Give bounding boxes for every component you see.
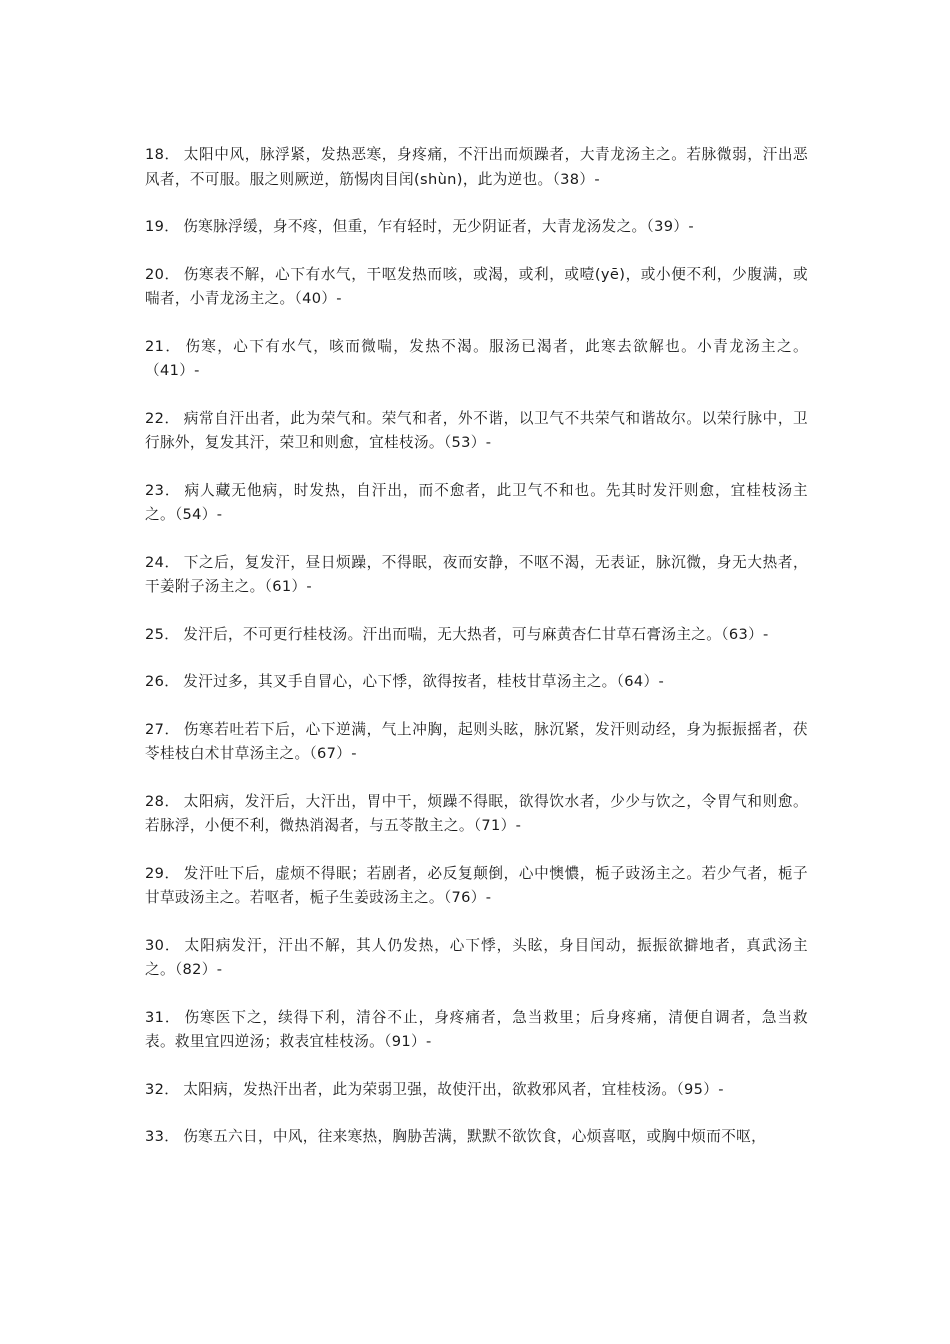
paragraph-text: 发汗过多，其叉手自冒心，心下悸，欲得按者，桂枝甘草汤主之。（64）- — [183, 673, 665, 690]
paragraph-19 — [145, 215, 808, 240]
paragraph-number: 31． — [145, 1008, 181, 1026]
paragraph-number: 21． — [145, 337, 182, 355]
paragraph-23 — [145, 479, 808, 528]
paragraph-text: 病人藏无他病，时发热，自汗出，而不愈者，此卫气不和也。先其时发汗则愈，宜桂枝汤主之。（54）- — [145, 481, 808, 523]
paragraph-text: 伤寒若吐若下后，心下逆满，气上冲胸，起则头眩，脉沉紧，发汗则动经，身为振振摇者，茯苓桂枝白术甘草汤主之。（67）- — [145, 720, 808, 762]
document-page — [145, 143, 808, 1173]
paragraph-text: 伤寒医下之，续得下利，清谷不止，身疼痛者，急当救里；后身疼痛，清便自调者，急当救表。救里宜四逆汤；救表宜桂枝汤。（91）- — [145, 1008, 808, 1050]
paragraph-20 — [145, 263, 808, 312]
paragraph-number: 19． — [145, 218, 180, 235]
paragraph-33 — [145, 1125, 808, 1150]
paragraph-26 — [145, 670, 808, 695]
paragraph-text: 病常自汗出者，此为荣气和。荣气和者，外不谐，以卫气不共荣气和谐故尔。以荣行脉中，卫行脉外，复发其汗，荣卫和则愈，宜桂枝汤。（53）- — [145, 409, 808, 451]
paragraph-number: 26． — [145, 673, 180, 690]
paragraph-number: 28． — [145, 792, 180, 810]
paragraph-number: 25． — [145, 625, 180, 643]
paragraph-text: 伤寒脉浮缓，身不疼，但重，乍有轻时，无少阴证者，大青龙汤发之。（39）- — [183, 218, 694, 235]
paragraph-text: 太阳病，发汗后，大汗出，胃中干，烦躁不得眠，欲得饮水者，少少与饮之，令胃气和则愈。若脉浮，小便不利，微热消渴者，与五苓散主之。（71）- — [145, 792, 808, 834]
paragraph-24 — [145, 551, 808, 600]
paragraph-text: 发汗吐下后，虚烦不得眠；若剧者，必反复颠倒，心中懊憹，栀子豉汤主之。若少气者，栀子甘草豉汤主之。若呕者，栀子生姜豉汤主之。（76）- — [145, 864, 808, 906]
paragraph-number: 32． — [145, 1080, 180, 1098]
paragraph-number: 24． — [145, 553, 180, 571]
paragraph-text: 伤寒，心下有水气，咳而微喘，发热不渴。服汤已渴者，此寒去欲解也。小青龙汤主之。（41）- — [145, 337, 808, 379]
paragraph-text: 发汗后，不可更行桂枝汤。汗出而喘，无大热者，可与麻黄杏仁甘草石膏汤主之。（63）- — [183, 625, 769, 643]
paragraph-number: 18． — [145, 146, 180, 163]
paragraph-31 — [145, 1006, 808, 1055]
paragraph-text: 伤寒表不解，心下有水气，干呕发热而咳，或渴，或利，或噎(yē)，或小便不利，少腹满，或喘者，小青龙汤主之。（40）- — [145, 265, 808, 307]
paragraph-30 — [145, 934, 808, 983]
paragraph-text: 太阳中风，脉浮紧，发热恶寒，身疼痛，不汗出而烦躁者，大青龙汤主之。若脉微弱，汗出恶风者，不可服。服之则厥逆，筋惕肉目闰(shùn)，此为逆也。（38）- — [145, 146, 808, 188]
paragraph-number: 33． — [145, 1128, 180, 1145]
paragraph-text: 太阳病发汗，汗出不解，其人仍发热，心下悸，头眩，身目闰动，振振欲擗地者，真武汤主之。（82）- — [145, 936, 808, 978]
paragraph-32 — [145, 1078, 808, 1103]
paragraph-29 — [145, 862, 808, 911]
paragraph-number: 27． — [145, 720, 180, 738]
paragraph-number: 30． — [145, 936, 181, 954]
paragraph-text: 伤寒五六日，中风，往来寒热，胸胁苦满，默默不欲饮食，心烦喜呕，或胸中烦而不呕， — [183, 1128, 767, 1145]
paragraph-21 — [145, 335, 808, 384]
paragraph-number: 20． — [145, 265, 180, 283]
paragraph-22 — [145, 407, 808, 456]
paragraph-text: 太阳病，发热汗出者，此为荣弱卫强，故使汗出，欲救邪风者，宜桂枝汤。（95）- — [183, 1080, 724, 1098]
paragraph-number: 22． — [145, 409, 180, 427]
paragraph-25 — [145, 623, 808, 648]
paragraph-number: 23． — [145, 481, 181, 499]
paragraph-28 — [145, 790, 808, 839]
paragraph-27 — [145, 718, 808, 767]
paragraph-text: 下之后，复发汗，昼日烦躁，不得眠，夜而安静，不呕不渴，无表证，脉沉微，身无大热者，干姜附子汤主之。（61）- — [145, 553, 808, 595]
paragraph-number: 29． — [145, 864, 180, 882]
paragraph-18 — [145, 143, 808, 192]
